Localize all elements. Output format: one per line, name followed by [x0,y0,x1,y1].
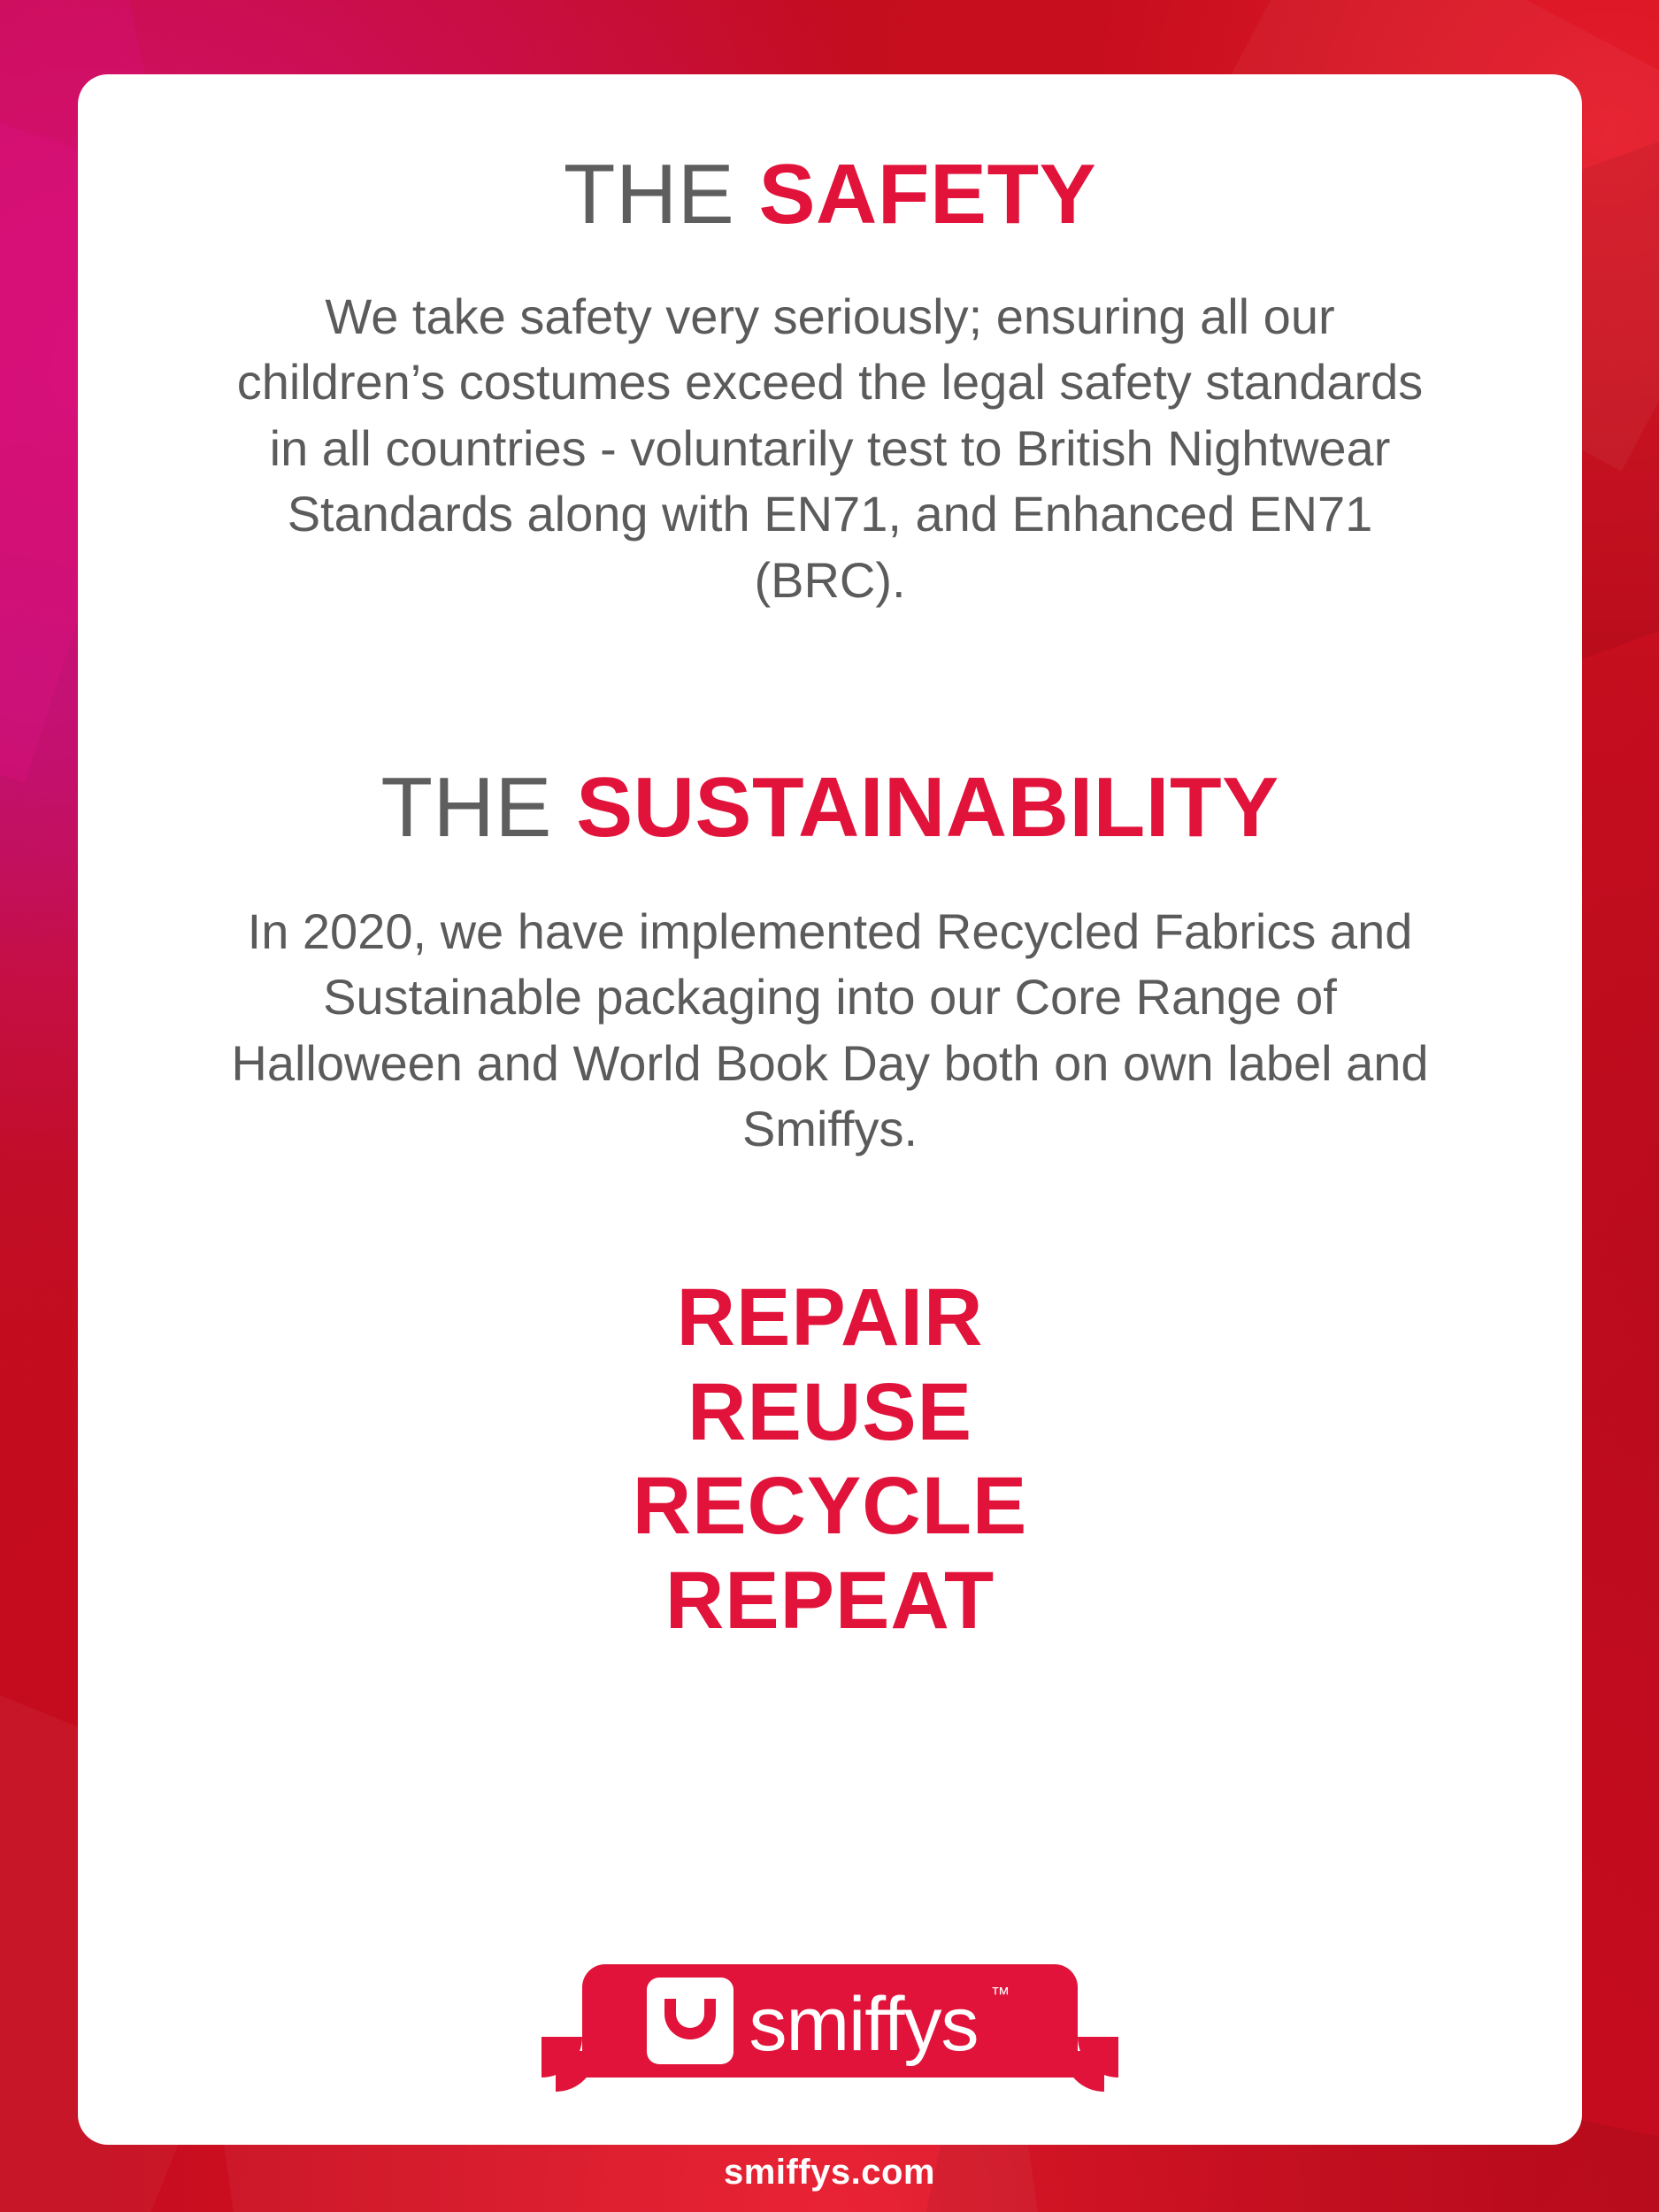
brand-logo [647,1978,1014,2067]
trademark-symbol: ™ [990,1983,1010,2005]
website-url: smiffys.com [724,2153,935,2192]
content-card [78,74,1582,2145]
heading-safety-prefix: THE [563,147,759,242]
heading-sustainability-accent: SUSTAINABILITY [576,760,1279,856]
slogan-line-repair: REPAIR [676,1271,984,1363]
heading-sustainability-prefix: THE [380,760,577,856]
slogan-line-recycle: RECYCLE [632,1461,1028,1552]
paragraph-sustainability: In 2020, we have implemented Recycled Fabrics and Sustainable packaging into our Core Range of Halloween and World Book Day both on own label and Smiffys. [231,902,1429,1157]
slogan-block [175,1271,1485,1648]
slogan-line-reuse: REUSE [687,1366,972,1457]
slogan-line-repeat: REPEAT [664,1555,995,1646]
section-spacer [175,613,1485,764]
paragraph-safety: We take safety very seriously; ensuring all our children’s costumes exceed the legal safety standards in all countries - voluntarily test to British Nightwear Standards along with EN71, and Enhanced EN71 (BRC). [236,288,1424,608]
heading-safety [175,147,1485,242]
brand-logo-tab [582,1964,1078,2078]
heading-safety-accent: SAFETY [758,147,1097,242]
smile-icon [647,1978,733,2064]
heading-sustainability [175,760,1485,856]
brand-wordmark: smiffys [749,1982,979,2067]
card-content [78,74,1582,1648]
